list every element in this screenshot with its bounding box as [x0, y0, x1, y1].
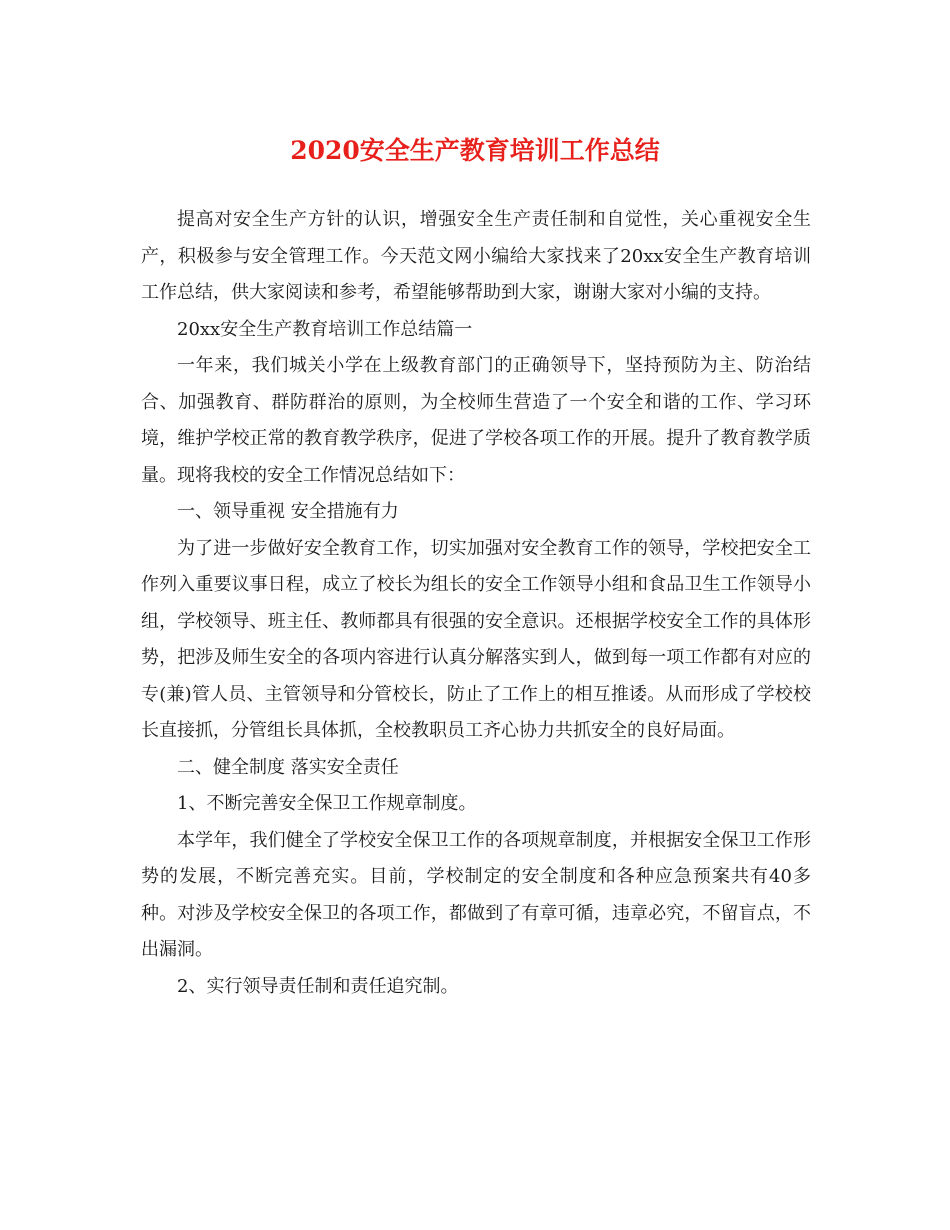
- section-heading-part-one: 20xx安全生产教育培训工作总结篇一: [177, 318, 473, 340]
- subheading-responsibility: 2、实行领导责任制和责任追究制。: [177, 975, 459, 997]
- paragraph-leadership: 为了进一步做好安全教育工作，切实加强对安全教育工作的领导，学校把安全工作列入重要议事日程，成立了校长为组长的安全工作领导小组和食品卫生工作领导小组，学校领导、班主任、教师都具有很强的安全意识。还根据学校安全工作的具体形势，把涉及师生安全的各项内容进行认真分解落实到人，做到每一项工作都有对应的专(兼)管人员、主管领导和分管校长，防止了工作上的相互推诿。从而形成了学校校长直接抓，分管组长具体抓，全校教职员工齐心协力共抓安全的良好局面。: [141, 537, 811, 741]
- document-body: [141, 202, 811, 1005]
- subheading-regulations: 1、不断完善安全保卫工作规章制度。: [177, 793, 477, 814]
- paragraph-regulations: 本学年，我们健全了学校安全保卫工作的各项规章制度，并根据安全保卫工作形势的发展，不断完善充实。目前，学校制定的安全制度和各种应急预案共有40多种。对涉及学校安全保卫的各项工作，都做到了有章可循，违章必究，不留盲点，不出漏洞。: [141, 829, 811, 960]
- section-heading-leadership: 一、领导重视 安全措施有力: [177, 501, 399, 522]
- paragraph-overview: 一年来，我们城关小学在上级教育部门的正确领导下，坚持预防为主、防治结合、加强教育、群防群治的原则，为全校师生营造了一个安全和谐的工作、学习环境，维护学校正常的教育教学秩序，促进了学校各项工作的开展。提升了教育教学质量。现将我校的安全工作情况总结如下：: [141, 355, 811, 486]
- section-heading-system: 二、健全制度 落实安全责任: [177, 756, 399, 778]
- document-title: 2020安全生产教育培训工作总结: [290, 136, 660, 165]
- paragraph-intro: 提高对安全生产方针的认识，增强安全生产责任制和自觉性，关心重视安全生产，积极参与安全管理工作。今天范文网小编给大家找来了20xx安全生产教育培训工作总结，供大家阅读和参考，希望能够帮助到大家，谢谢大家对小编的支持。: [141, 209, 811, 303]
